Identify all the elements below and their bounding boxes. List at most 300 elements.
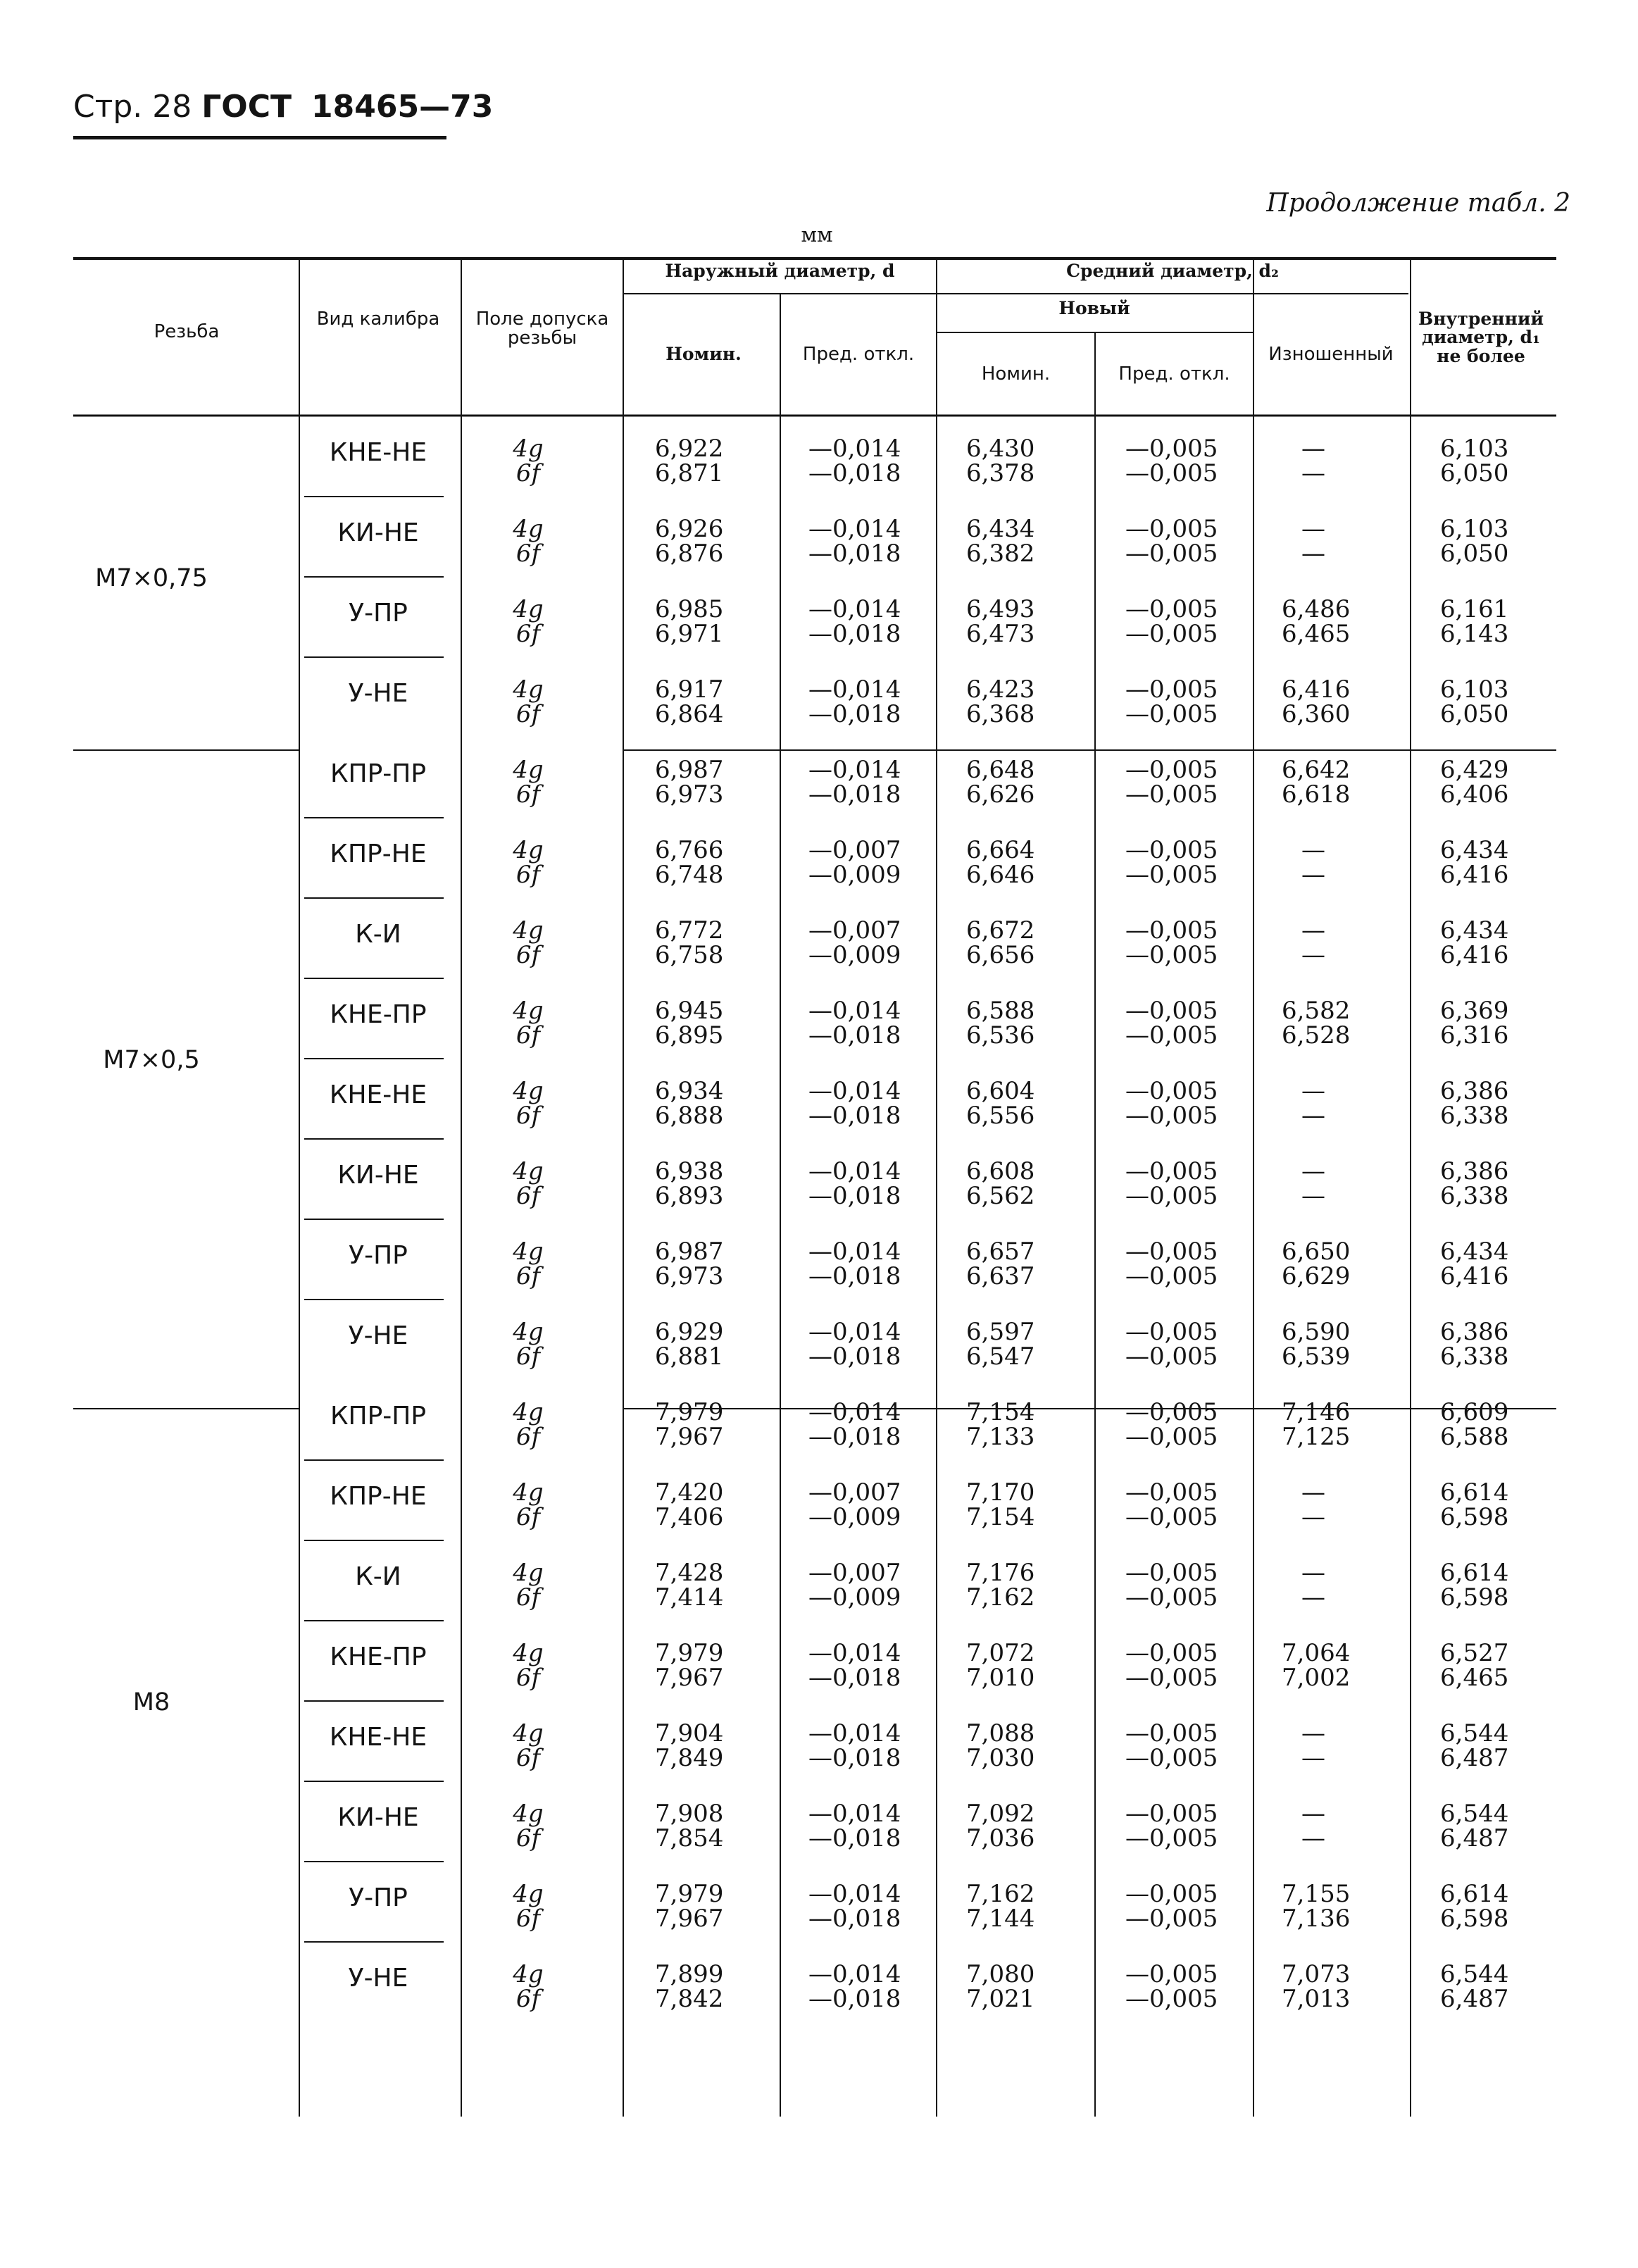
pitch-deviation-upper: —0,005 (1125, 916, 1218, 945)
outer-deviation-lower: —0,018 (808, 1905, 901, 1933)
pitch-nominal-upper: 7,080 (966, 1960, 1035, 1988)
worn-value-upper: — (1301, 1800, 1325, 1828)
inner-diameter-value-lower: 6,143 (1440, 620, 1509, 648)
outer-nominal-lower: 7,406 (655, 1503, 724, 1531)
inner-diameter-value-upper: 6,386 (1440, 1077, 1509, 1105)
outer-deviation-lower: —0,018 (808, 1102, 901, 1130)
worn-value-upper: 6,650 (1282, 1238, 1351, 1266)
worn-value-upper: — (1301, 1559, 1325, 1587)
worn-value-lower: 7,002 (1282, 1664, 1351, 1692)
outer-nominal-upper: 7,979 (655, 1398, 724, 1426)
outer-nominal-upper: 7,904 (655, 1719, 724, 1747)
outer-deviation-lower: —0,018 (808, 1262, 901, 1290)
outer-deviation-upper: —0,007 (808, 916, 901, 945)
tolerance-lower: 6f (515, 620, 541, 648)
pitch-deviation-upper: —0,005 (1125, 836, 1218, 864)
pitch-deviation-lower: —0,005 (1125, 1905, 1218, 1933)
inner-diameter-value-upper: 6,544 (1440, 1719, 1509, 1747)
worn-value-lower: 6,539 (1282, 1342, 1351, 1371)
tolerance-upper: 4g (513, 1559, 544, 1587)
col-new-header: Новый (1058, 298, 1130, 318)
inner-diameter-value-upper: 6,369 (1440, 997, 1509, 1025)
outer-nominal-upper: 7,420 (655, 1478, 724, 1507)
pitch-nominal-lower: 7,162 (966, 1583, 1035, 1612)
gauge-type: У-НЕ (348, 679, 408, 708)
inner-diameter-value-upper: 6,609 (1440, 1398, 1509, 1426)
outer-nominal-lower: 6,864 (655, 700, 724, 728)
outer-nominal-lower: 7,967 (655, 1423, 724, 1451)
worn-value-lower: — (1301, 540, 1325, 568)
inner-diameter-value-lower: 6,598 (1440, 1503, 1509, 1531)
pitch-deviation-upper: —0,005 (1125, 1478, 1218, 1507)
tolerance-lower: 6f (515, 1342, 541, 1371)
pitch-deviation-lower: —0,005 (1125, 1985, 1218, 2013)
worn-value-lower: — (1301, 1744, 1325, 1772)
pitch-nominal-lower: 6,646 (966, 861, 1035, 889)
pitch-nominal-lower: 7,144 (966, 1905, 1035, 1933)
worn-value-lower: 7,013 (1282, 1985, 1351, 2013)
tolerance-upper: 4g (513, 595, 544, 623)
page-number: Стр. 28 (73, 89, 192, 125)
worn-value-lower: — (1301, 1503, 1325, 1531)
pitch-deviation-lower: —0,005 (1125, 1824, 1218, 1852)
pitch-nominal-lower: 6,378 (966, 459, 1035, 487)
worn-value-upper: 6,642 (1282, 756, 1351, 784)
pitch-deviation-lower: —0,005 (1125, 459, 1218, 487)
pitch-deviation-lower: —0,005 (1125, 1583, 1218, 1612)
inner-diameter-value-upper: 6,434 (1440, 916, 1509, 945)
outer-nominal-lower: 7,967 (655, 1664, 724, 1692)
outer-nominal-upper: 7,979 (655, 1880, 724, 1908)
pitch-deviation-upper: —0,005 (1125, 675, 1218, 704)
tolerance-upper: 4g (513, 916, 544, 945)
inner-diameter-value-upper: 6,614 (1440, 1559, 1509, 1587)
tolerance-lower: 6f (515, 1503, 541, 1531)
col-outer-nom-header: Номин. (665, 344, 742, 364)
outer-deviation-upper: —0,014 (808, 595, 901, 623)
tolerance-upper: 4g (513, 1719, 544, 1747)
outer-deviation-upper: —0,007 (808, 1478, 901, 1507)
pitch-deviation-upper: —0,005 (1125, 1157, 1218, 1185)
pitch-deviation-upper: —0,005 (1125, 1960, 1218, 1988)
pitch-deviation-lower: —0,005 (1125, 1102, 1218, 1130)
thread-label: М7×0,75 (95, 564, 208, 592)
worn-value-lower: 6,618 (1282, 780, 1351, 809)
inner-diameter-value-upper: 6,527 (1440, 1639, 1509, 1667)
tolerance-upper: 4g (513, 1398, 544, 1426)
pitch-deviation-lower: —0,005 (1125, 1342, 1218, 1371)
inner-diameter-value-upper: 6,103 (1440, 515, 1509, 543)
worn-value-upper: — (1301, 515, 1325, 543)
thread-label: М7×0,5 (103, 1046, 200, 1074)
pitch-deviation-upper: —0,005 (1125, 1398, 1218, 1426)
inner-diameter-value-lower: 6,050 (1440, 700, 1509, 728)
pitch-nominal-upper: 6,604 (966, 1077, 1035, 1105)
gauge-type: КПР-НЕ (330, 1482, 427, 1511)
worn-value-lower: 6,465 (1282, 620, 1351, 648)
standard-label: ГОСТ (201, 89, 292, 125)
standard-number: 18465—73 (311, 89, 494, 125)
outer-nominal-upper: 7,428 (655, 1559, 724, 1587)
gauge-type: КИ-НЕ (337, 1803, 419, 1832)
pitch-deviation-lower: —0,005 (1125, 1503, 1218, 1531)
pitch-deviation-upper: —0,005 (1125, 515, 1218, 543)
worn-value-lower: 6,360 (1282, 700, 1351, 728)
tolerance-upper: 4g (513, 1077, 544, 1105)
pitch-nominal-upper: 6,608 (966, 1157, 1035, 1185)
inner-diameter-value-upper: 6,614 (1440, 1880, 1509, 1908)
worn-value-upper: 7,155 (1282, 1880, 1351, 1908)
tolerance-lower: 6f (515, 1021, 541, 1049)
col-outer-diameter-header: Наружный диаметр, d (665, 261, 895, 281)
gauge-type: КНЕ-ПР (330, 1000, 427, 1029)
outer-nominal-upper: 6,987 (655, 1238, 724, 1266)
pitch-nominal-upper: 6,664 (966, 836, 1035, 864)
tolerance-upper: 4g (513, 997, 544, 1025)
outer-nominal-lower: 7,967 (655, 1905, 724, 1933)
outer-deviation-lower: —0,018 (808, 459, 901, 487)
pitch-nominal-upper: 6,672 (966, 916, 1035, 945)
pitch-nominal-upper: 6,597 (966, 1318, 1035, 1346)
outer-nominal-lower: 6,871 (655, 459, 724, 487)
gauge-type: КНЕ-НЕ (329, 1723, 427, 1752)
outer-nominal-upper: 6,945 (655, 997, 724, 1025)
inner-diameter-value-lower: 6,487 (1440, 1744, 1509, 1772)
pitch-nominal-upper: 7,176 (966, 1559, 1035, 1587)
pitch-nominal-lower: 6,626 (966, 780, 1035, 809)
gauge-type: КПР-ПР (330, 759, 427, 788)
pitch-nominal-lower: 6,637 (966, 1262, 1035, 1290)
outer-nominal-lower: 7,854 (655, 1824, 724, 1852)
pitch-deviation-upper: —0,005 (1125, 1800, 1218, 1828)
pitch-nominal-lower: 7,133 (966, 1423, 1035, 1451)
pitch-deviation-lower: —0,005 (1125, 941, 1218, 969)
inner-diameter-value-lower: 6,487 (1440, 1824, 1509, 1852)
inner-diameter-value-lower: 6,050 (1440, 459, 1509, 487)
gauge-type: КИ-НЕ (337, 518, 419, 547)
outer-deviation-upper: —0,014 (808, 435, 901, 463)
outer-deviation-upper: —0,014 (808, 1880, 901, 1908)
outer-nominal-upper: 6,766 (655, 836, 724, 864)
col-pitch-diameter-header: Средний диаметр, d₂ (1066, 261, 1279, 281)
inner-diameter-value-lower: 6,416 (1440, 1262, 1509, 1290)
pitch-deviation-lower: —0,005 (1125, 1182, 1218, 1210)
pitch-deviation-lower: —0,005 (1125, 1262, 1218, 1290)
tolerance-upper: 4g (513, 1960, 544, 1988)
outer-deviation-lower: —0,018 (808, 540, 901, 568)
pitch-deviation-upper: —0,005 (1125, 1238, 1218, 1266)
inner-diameter-value-upper: 6,544 (1440, 1960, 1509, 1988)
pitch-deviation-lower: —0,005 (1125, 620, 1218, 648)
worn-value-lower: — (1301, 1583, 1325, 1612)
pitch-deviation-upper: —0,005 (1125, 595, 1218, 623)
outer-deviation-lower: —0,018 (808, 1342, 901, 1371)
worn-value-upper: 6,590 (1282, 1318, 1351, 1346)
gauge-type: КНЕ-НЕ (329, 438, 427, 467)
pitch-deviation-upper: —0,005 (1125, 1559, 1218, 1587)
outer-nominal-lower: 6,881 (655, 1342, 724, 1371)
outer-nominal-upper: 7,899 (655, 1960, 724, 1988)
worn-value-upper: 6,486 (1282, 595, 1351, 623)
tolerance-lower: 6f (515, 1182, 541, 1210)
gauge-type: КНЕ-ПР (330, 1643, 427, 1671)
inner-diameter-value-upper: 6,434 (1440, 836, 1509, 864)
pitch-deviation-upper: —0,005 (1125, 1077, 1218, 1105)
pitch-deviation-upper: —0,005 (1125, 997, 1218, 1025)
pitch-deviation-upper: —0,005 (1125, 1719, 1218, 1747)
outer-deviation-upper: —0,014 (808, 1398, 901, 1426)
worn-value-lower: 6,629 (1282, 1262, 1351, 1290)
gauge-type: У-ПР (349, 1241, 408, 1270)
outer-deviation-upper: —0,014 (808, 515, 901, 543)
worn-value-lower: 7,136 (1282, 1905, 1351, 1933)
inner-diameter-value-upper: 6,434 (1440, 1238, 1509, 1266)
worn-value-upper: — (1301, 1719, 1325, 1747)
inner-diameter-value-upper: 6,103 (1440, 675, 1509, 704)
outer-nominal-lower: 6,973 (655, 780, 724, 809)
pitch-nominal-upper: 7,072 (966, 1639, 1035, 1667)
worn-value-upper: 7,064 (1282, 1639, 1351, 1667)
outer-deviation-lower: —0,009 (808, 1503, 901, 1531)
tolerance-lower: 6f (515, 1262, 541, 1290)
outer-nominal-upper: 6,985 (655, 595, 724, 623)
pitch-nominal-lower: 6,368 (966, 700, 1035, 728)
inner-diameter-value-lower: 6,406 (1440, 780, 1509, 809)
worn-value-lower: 7,125 (1282, 1423, 1351, 1451)
pitch-nominal-upper: 6,434 (966, 515, 1035, 543)
inner-diameter-value-upper: 6,429 (1440, 756, 1509, 784)
pitch-nominal-upper: 7,088 (966, 1719, 1035, 1747)
col-pitch-nom-header: Номин. (981, 363, 1051, 385)
pitch-nominal-lower: 6,656 (966, 941, 1035, 969)
tolerance-upper: 4g (513, 756, 544, 784)
pitch-deviation-lower: —0,005 (1125, 1744, 1218, 1772)
outer-deviation-lower: —0,009 (808, 1583, 901, 1612)
worn-value-upper: — (1301, 1077, 1325, 1105)
outer-deviation-lower: —0,009 (808, 941, 901, 969)
col-outer-dev-header: Пред. откл. (802, 344, 915, 365)
outer-nominal-lower: 6,758 (655, 941, 724, 969)
pitch-nominal-lower: 6,556 (966, 1102, 1035, 1130)
inner-diameter-value-lower: 6,487 (1440, 1985, 1509, 2013)
tolerance-lower: 6f (515, 1423, 541, 1451)
outer-deviation-upper: —0,014 (808, 756, 901, 784)
outer-deviation-upper: —0,014 (808, 1318, 901, 1346)
tolerance-upper: 4g (513, 836, 544, 864)
worn-value-lower: 6,528 (1282, 1021, 1351, 1049)
tolerance-lower: 6f (515, 1985, 541, 2013)
inner-diameter-value-lower: 6,598 (1440, 1583, 1509, 1612)
tolerance-upper: 4g (513, 515, 544, 543)
tolerance-upper: 4g (513, 1880, 544, 1908)
outer-nominal-upper: 6,929 (655, 1318, 724, 1346)
pitch-nominal-upper: 7,092 (966, 1800, 1035, 1828)
worn-value-lower: — (1301, 941, 1325, 969)
pitch-nominal-upper: 6,657 (966, 1238, 1035, 1266)
pitch-nominal-lower: 7,021 (966, 1985, 1035, 2013)
col-thread-header: Резьба (154, 321, 220, 342)
worn-value-upper: 6,416 (1282, 675, 1351, 704)
outer-deviation-upper: —0,014 (808, 1800, 901, 1828)
inner-diameter-value-lower: 6,416 (1440, 941, 1509, 969)
pitch-nominal-lower: 6,382 (966, 540, 1035, 568)
outer-nominal-upper: 6,987 (655, 756, 724, 784)
tolerance-lower: 6f (515, 540, 541, 568)
tolerance-lower: 6f (515, 941, 541, 969)
pitch-deviation-upper: —0,005 (1125, 435, 1218, 463)
pitch-deviation-lower: —0,005 (1125, 861, 1218, 889)
worn-value-lower: — (1301, 1182, 1325, 1210)
pitch-deviation-lower: —0,005 (1125, 780, 1218, 809)
outer-nominal-upper: 7,908 (655, 1800, 724, 1828)
outer-deviation-upper: —0,007 (808, 1559, 901, 1587)
gauge-type: У-НЕ (348, 1964, 408, 1993)
gauge-type: К-И (355, 920, 401, 949)
worn-value-upper: — (1301, 435, 1325, 463)
outer-nominal-lower: 6,893 (655, 1182, 724, 1210)
col-worn-header: Изношенный (1268, 344, 1394, 365)
inner-diameter-value-lower: 6,465 (1440, 1664, 1509, 1692)
outer-deviation-upper: —0,014 (808, 675, 901, 704)
inner-diameter-value-lower: 6,598 (1440, 1905, 1509, 1933)
pitch-nominal-lower: 6,562 (966, 1182, 1035, 1210)
inner-diameter-value-lower: 6,588 (1440, 1423, 1509, 1451)
gauge-type: У-ПР (349, 599, 408, 628)
outer-deviation-upper: —0,014 (808, 1077, 901, 1105)
gauge-type: КНЕ-НЕ (329, 1080, 427, 1109)
tolerance-lower: 6f (515, 1905, 541, 1933)
outer-deviation-upper: —0,014 (808, 1719, 901, 1747)
pitch-nominal-lower: 7,030 (966, 1744, 1035, 1772)
worn-value-lower: — (1301, 1102, 1325, 1130)
outer-nominal-lower: 6,888 (655, 1102, 724, 1130)
gauge-type: КПР-НЕ (330, 840, 427, 868)
outer-deviation-lower: —0,018 (808, 1423, 901, 1451)
pitch-nominal-upper: 6,493 (966, 595, 1035, 623)
outer-deviation-lower: —0,018 (808, 1182, 901, 1210)
inner-diameter-value-upper: 6,386 (1440, 1157, 1509, 1185)
outer-deviation-lower: —0,018 (808, 1664, 901, 1692)
outer-nominal-lower: 7,849 (655, 1744, 724, 1772)
outer-deviation-upper: —0,014 (808, 1238, 901, 1266)
worn-value-upper: 6,582 (1282, 997, 1351, 1025)
inner-diameter-value-upper: 6,614 (1440, 1478, 1509, 1507)
outer-nominal-lower: 6,971 (655, 620, 724, 648)
outer-deviation-upper: —0,007 (808, 836, 901, 864)
inner-diameter-value-lower: 6,316 (1440, 1021, 1509, 1049)
outer-nominal-upper: 6,772 (655, 916, 724, 945)
pitch-nominal-lower: 6,536 (966, 1021, 1035, 1049)
inner-diameter-value-lower: 6,416 (1440, 861, 1509, 889)
unit-label: мм (801, 223, 833, 247)
gauge-type: КПР-ПР (330, 1402, 427, 1431)
worn-value-upper: — (1301, 1478, 1325, 1507)
pitch-nominal-lower: 7,154 (966, 1503, 1035, 1531)
gauge-type: К-И (355, 1562, 401, 1591)
tolerance-upper: 4g (513, 675, 544, 704)
worn-value-lower: — (1301, 1824, 1325, 1852)
tolerance-lower: 6f (515, 780, 541, 809)
outer-nominal-lower: 7,414 (655, 1583, 724, 1612)
tolerance-upper: 4g (513, 1639, 544, 1667)
worn-value-upper: 7,073 (1282, 1960, 1351, 1988)
pitch-deviation-lower: —0,005 (1125, 1423, 1218, 1451)
pitch-deviation-lower: —0,005 (1125, 700, 1218, 728)
col-tolerance-header: Поле допуска резьбы (475, 309, 609, 349)
col-gauge-header: Вид калибра (316, 309, 440, 330)
pitch-nominal-lower: 6,547 (966, 1342, 1035, 1371)
pitch-nominal-upper: 7,154 (966, 1398, 1035, 1426)
pitch-nominal-upper: 6,430 (966, 435, 1035, 463)
tolerance-upper: 4g (513, 1238, 544, 1266)
pitch-deviation-lower: —0,005 (1125, 540, 1218, 568)
outer-nominal-upper: 6,926 (655, 515, 724, 543)
outer-nominal-upper: 6,938 (655, 1157, 724, 1185)
outer-deviation-lower: —0,018 (808, 780, 901, 809)
pitch-nominal-lower: 7,010 (966, 1664, 1035, 1692)
pitch-nominal-upper: 7,170 (966, 1478, 1035, 1507)
outer-deviation-upper: —0,014 (808, 1960, 901, 1988)
outer-deviation-upper: —0,014 (808, 997, 901, 1025)
col-inner-diameter-header: Внутренний диаметр, d₁ не более (1418, 309, 1544, 366)
tolerance-lower: 6f (515, 1824, 541, 1852)
outer-nominal-upper: 6,922 (655, 435, 724, 463)
gauge-type: У-НЕ (348, 1321, 408, 1350)
outer-nominal-lower: 7,842 (655, 1985, 724, 2013)
inner-diameter-value-upper: 6,103 (1440, 435, 1509, 463)
inner-diameter-value-lower: 6,050 (1440, 540, 1509, 568)
continuation-label: Продолжение табл. 2 (1266, 189, 1570, 218)
outer-deviation-lower: —0,018 (808, 1021, 901, 1049)
tolerance-upper: 4g (513, 1318, 544, 1346)
pitch-nominal-lower: 6,473 (966, 620, 1035, 648)
tolerance-lower: 6f (515, 1664, 541, 1692)
outer-deviation-upper: —0,014 (808, 1639, 901, 1667)
outer-deviation-lower: —0,009 (808, 861, 901, 889)
tolerance-upper: 4g (513, 1800, 544, 1828)
gauge-type: КИ-НЕ (337, 1161, 419, 1190)
outer-nominal-lower: 6,748 (655, 861, 724, 889)
pitch-nominal-upper: 6,648 (966, 756, 1035, 784)
pitch-deviation-lower: —0,005 (1125, 1021, 1218, 1049)
worn-value-upper: — (1301, 1157, 1325, 1185)
tolerance-lower: 6f (515, 1583, 541, 1612)
outer-nominal-upper: 6,917 (655, 675, 724, 704)
outer-nominal-lower: 6,973 (655, 1262, 724, 1290)
outer-deviation-lower: —0,018 (808, 1824, 901, 1852)
tolerance-lower: 6f (515, 459, 541, 487)
outer-deviation-lower: —0,018 (808, 700, 901, 728)
col-pitch-dev-header: Пред. откл. (1118, 363, 1230, 385)
outer-deviation-lower: —0,018 (808, 1985, 901, 2013)
inner-diameter-value-lower: 6,338 (1440, 1182, 1509, 1210)
outer-nominal-upper: 7,979 (655, 1639, 724, 1667)
tolerance-lower: 6f (515, 1744, 541, 1772)
tolerance-upper: 4g (513, 1157, 544, 1185)
inner-diameter-value-lower: 6,338 (1440, 1342, 1509, 1371)
worn-value-lower: — (1301, 861, 1325, 889)
outer-deviation-lower: —0,018 (808, 620, 901, 648)
tolerance-lower: 6f (515, 861, 541, 889)
pitch-nominal-upper: 6,588 (966, 997, 1035, 1025)
inner-diameter-value-upper: 6,161 (1440, 595, 1509, 623)
pitch-nominal-upper: 6,423 (966, 675, 1035, 704)
worn-value-upper: — (1301, 916, 1325, 945)
pitch-deviation-lower: —0,005 (1125, 1664, 1218, 1692)
pitch-nominal-lower: 7,036 (966, 1824, 1035, 1852)
pitch-deviation-upper: —0,005 (1125, 756, 1218, 784)
tolerance-upper: 4g (513, 1478, 544, 1507)
